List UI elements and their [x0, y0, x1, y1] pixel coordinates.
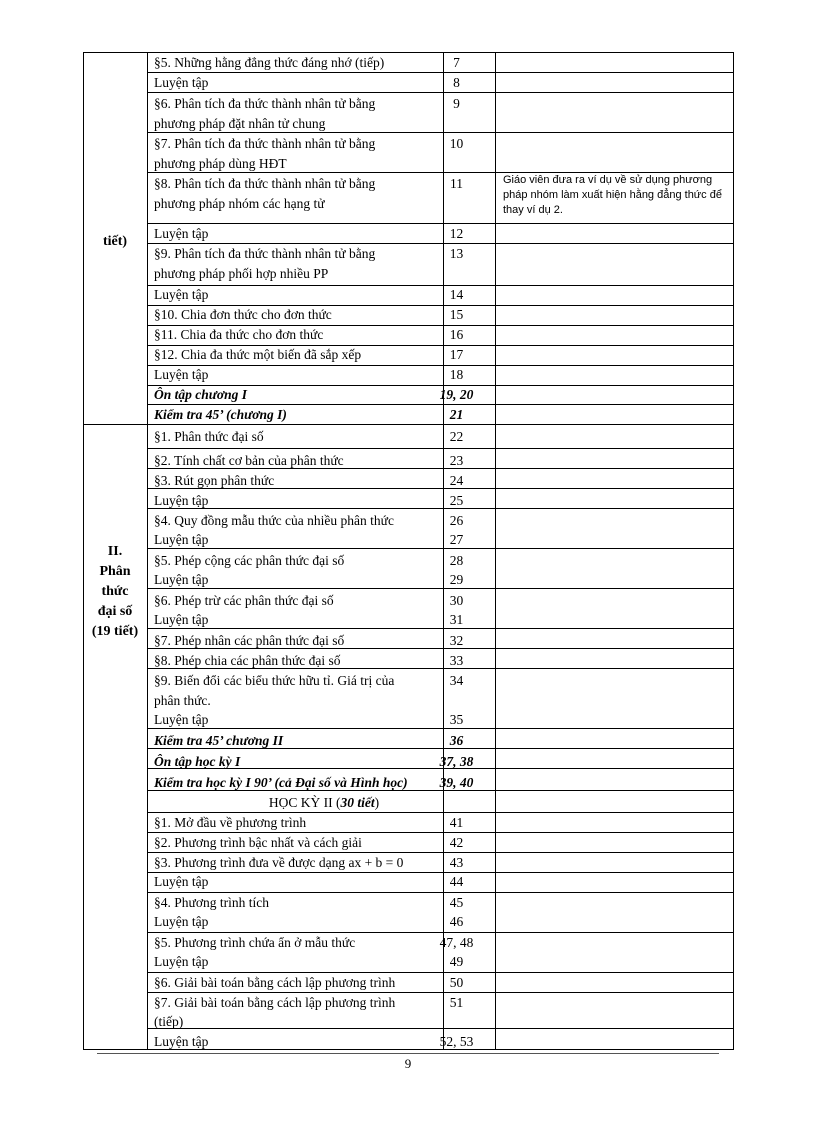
lesson-cell: phương pháp nhóm các hạng tử	[154, 196, 325, 211]
period-cell: 29	[449, 572, 464, 587]
lesson-cell: Luyện tập	[154, 874, 209, 889]
lesson-cell: §8. Phép chia các phân thức đại số	[154, 653, 341, 668]
lesson-cell: §3. Phương trình đưa về được dạng ax + b = 0	[154, 855, 404, 870]
lesson-cell: §4. Phương trình tích	[154, 895, 269, 910]
footer-rule	[97, 1053, 719, 1054]
period-cell: 30	[449, 593, 464, 608]
period-cell: 39, 40	[439, 775, 474, 790]
period-cell: 7	[453, 55, 460, 70]
period-cell: 22	[449, 429, 464, 444]
lesson-cell: §8. Phân tích đa thức thành nhân tử bằng	[154, 176, 376, 191]
lesson-cell: Ôn tập chương I	[154, 387, 247, 402]
lesson-cell: §6. Phép trừ các phân thức đại số	[154, 593, 334, 608]
period-cell: 13	[449, 246, 464, 261]
lesson-cell: §5. Những hằng đẳng thức đáng nhớ (tiếp)	[154, 55, 385, 70]
period-cell: 11	[450, 176, 463, 191]
lesson-cell: §7. Phân tích đa thức thành nhân tử bằng	[154, 136, 376, 151]
period-cell: 10	[449, 136, 464, 151]
lesson-cell: Luyện tập	[154, 914, 209, 929]
lesson-cell: §7. Phép nhân các phân thức đại số	[154, 633, 345, 648]
lesson-cell: Kiểm tra 45’ chương II	[154, 733, 284, 748]
period-cell: 49	[449, 954, 464, 969]
period-cell: 36	[449, 733, 464, 748]
lesson-cell: Kiểm tra học kỳ I 90’ (cả Đại số và Hình học)	[154, 775, 408, 790]
lesson-cell: Luyện tập	[154, 367, 209, 382]
period-cell: 14	[449, 287, 464, 302]
lesson-cell: §3. Rút gọn phân thức	[154, 473, 275, 488]
period-cell: 25	[449, 493, 464, 508]
period-cell: 15	[449, 307, 464, 322]
period-cell: 9	[453, 96, 460, 111]
period-cell: 26	[449, 513, 464, 528]
lesson-cell: §4. Quy đồng mẫu thức của nhiều phân thức	[154, 513, 394, 528]
lesson-cell: phương pháp đặt nhân tử chung	[154, 116, 326, 131]
lesson-cell: Luyện tập	[154, 572, 209, 587]
lesson-cell: Luyện tập	[154, 226, 209, 241]
page-number: 9	[404, 1056, 412, 1071]
lesson-cell: Luyện tập	[154, 954, 209, 969]
period-cell: 18	[449, 367, 464, 382]
period-cell: 23	[449, 453, 464, 468]
period-cell: 19, 20	[439, 387, 474, 402]
period-cell: 16	[449, 327, 464, 342]
period-cell: 41	[449, 815, 464, 830]
lesson-cell: phân thức.	[154, 693, 211, 708]
period-cell: 17	[449, 347, 464, 362]
period-cell: 52, 53	[439, 1034, 474, 1049]
period-cell: 45	[449, 895, 464, 910]
period-cell: 37, 38	[439, 754, 474, 769]
period-cell: 46	[449, 914, 464, 929]
lesson-cell: Luyện tập	[154, 612, 209, 627]
period-cell: 50	[449, 975, 464, 990]
lesson-cell: Luyện tập	[154, 532, 209, 547]
period-cell: 21	[449, 407, 464, 422]
period-cell: 31	[449, 612, 464, 627]
period-cell: 12	[449, 226, 464, 241]
lesson-cell: phương pháp dùng HĐT	[154, 156, 287, 171]
period-cell: 42	[449, 835, 464, 850]
lesson-cell: §12. Chia đa thức một biến đã sắp xếp	[154, 347, 362, 362]
period-cell: 27	[449, 532, 464, 547]
period-cell: 35	[449, 712, 464, 727]
period-cell: 32	[449, 633, 464, 648]
lesson-cell: Luyện tập	[154, 1034, 209, 1049]
teacher-note: Giáo viên đưa ra ví dụ về sử dụng phương pháp nhóm làm xuất hiện hằng đẳng thức để thay ví dụ 2.	[503, 174, 722, 216]
lesson-cell: §1. Phân thức đại số	[154, 429, 264, 444]
lesson-cell: §11. Chia đa thức cho đơn thức	[154, 327, 324, 342]
period-cell: 34	[449, 673, 464, 688]
lesson-cell: §9. Biến đổi các biểu thức hữu tỉ. Giá trị của	[154, 673, 395, 688]
lesson-cell: Ôn tập học kỳ I	[154, 754, 241, 769]
lesson-cell: Luyện tập	[154, 493, 209, 508]
chapter-2-label: II. Phân thức đại số (19 tiết)	[91, 544, 139, 639]
lesson-cell: §2. Tính chất cơ bản của phân thức	[154, 453, 344, 468]
lesson-cell: Luyện tập	[154, 75, 209, 90]
lesson-cell: §7. Giải bài toán bằng cách lập phương trình	[154, 995, 396, 1010]
lesson-cell: §1. Mở đầu về phương trình	[154, 815, 307, 830]
semester-2-header: HỌC KỲ II (30 tiết)	[268, 795, 380, 810]
lesson-cell: §9. Phân tích đa thức thành nhân tử bằng	[154, 246, 376, 261]
period-cell: 33	[449, 653, 464, 668]
period-cell: 43	[449, 855, 464, 870]
period-cell: 51	[449, 995, 464, 1010]
lesson-cell: §6. Giải bài toán bằng cách lập phương trình	[154, 975, 396, 990]
chapter-1-label: tiết)	[102, 234, 128, 249]
period-cell: 8	[453, 75, 460, 90]
lesson-cell: Luyện tập	[154, 287, 209, 302]
period-cell: 44	[449, 874, 464, 889]
lesson-cell: Kiểm tra 45’ (chương I)	[154, 407, 287, 422]
lesson-cell: phương pháp phối hợp nhiều PP	[154, 266, 329, 281]
period-cell: 28	[449, 553, 464, 568]
lesson-cell: Luyện tập	[154, 712, 209, 727]
lesson-cell: §6. Phân tích đa thức thành nhân tử bằng	[154, 96, 376, 111]
period-cell: 24	[449, 473, 464, 488]
lesson-cell: (tiếp)	[154, 1014, 184, 1029]
lesson-cell: §5. Phương trình chứa ẩn ở mẫu thức	[154, 935, 356, 950]
lesson-cell: §10. Chia đơn thức cho đơn thức	[154, 307, 332, 322]
lesson-cell: §2. Phương trình bậc nhất và cách giải	[154, 835, 362, 850]
lesson-cell: §5. Phép cộng các phân thức đại số	[154, 553, 345, 568]
period-cell: 47, 48	[439, 935, 474, 950]
